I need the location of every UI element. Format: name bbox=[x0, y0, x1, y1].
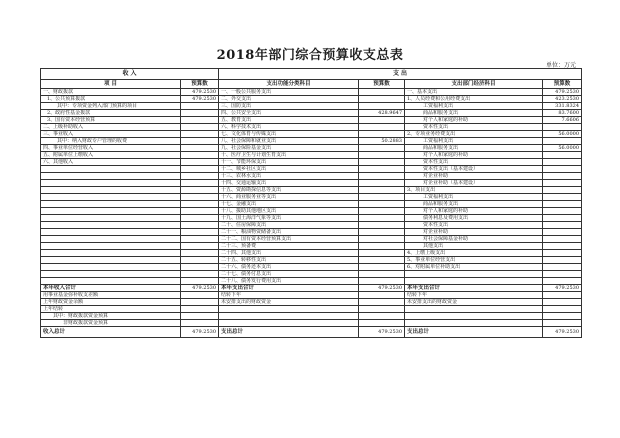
income-item-cell bbox=[41, 222, 181, 229]
econ-budget-cell bbox=[543, 173, 582, 180]
econ-item-cell bbox=[405, 278, 543, 285]
econ-item-cell: 商品和服务支出 bbox=[405, 201, 543, 208]
page-title: 2018年部门综合预算收支总表 bbox=[216, 48, 404, 63]
table-row bbox=[41, 152, 582, 159]
table-row bbox=[41, 215, 582, 222]
econ-item-cell: 一、基本支出 bbox=[405, 89, 543, 96]
income-header: 收 入 bbox=[41, 69, 219, 80]
income-item-cell: 用事业基金弥补收支差额 bbox=[41, 292, 181, 299]
table-row bbox=[41, 194, 582, 201]
func-budget-cell bbox=[359, 250, 405, 257]
func-item-cell: 十四、交通运输支出 bbox=[219, 180, 359, 187]
table-row bbox=[41, 320, 582, 327]
func-item-cell bbox=[219, 320, 359, 327]
econ-item-cell: 债务利息及费用支出 bbox=[405, 215, 543, 222]
table-row bbox=[41, 264, 582, 271]
income-item-cell bbox=[41, 187, 181, 194]
income-budget-cell bbox=[181, 236, 219, 243]
income-item-cell: 2、政府性基金拨款 bbox=[41, 110, 181, 117]
func-budget-cell bbox=[359, 271, 405, 278]
econ-item-cell: 资本性支出（基本建设） bbox=[405, 166, 543, 173]
func-item-cell bbox=[219, 306, 359, 313]
table-row bbox=[41, 187, 582, 194]
econ-budget-cell bbox=[543, 201, 582, 208]
econ-budget-cell bbox=[543, 313, 582, 320]
econ-budget-cell bbox=[543, 222, 582, 229]
income-item-cell: 三、事业收入 bbox=[41, 131, 181, 138]
income-budget-cell: 479.2530 bbox=[181, 89, 219, 96]
func-item-cell: 十三、农林水支出 bbox=[219, 173, 359, 180]
table-row bbox=[41, 117, 582, 124]
expense-total-value-2: 479.2530 bbox=[543, 285, 582, 292]
econ-budget-cell: 83.7600 bbox=[543, 110, 582, 117]
func-item-cell: 二十一、粮油物资储备支出 bbox=[219, 229, 359, 236]
header-row-main bbox=[41, 69, 582, 80]
econ-budget-cell bbox=[543, 229, 582, 236]
econ-item-cell: 5、事业单位经营支出 bbox=[405, 257, 543, 264]
col-budget-header-2: 预算数 bbox=[359, 80, 405, 89]
func-item-cell: 十七、金融支出 bbox=[219, 201, 359, 208]
income-budget-cell bbox=[181, 138, 219, 145]
func-item-cell: 四、公共安全支出 bbox=[219, 110, 359, 117]
func-budget-cell bbox=[359, 173, 405, 180]
econ-item-cell bbox=[405, 271, 543, 278]
func-item-cell: 二、外交支出 bbox=[219, 96, 359, 103]
expense-total-value: 479.2530 bbox=[359, 285, 405, 292]
income-item-cell: 二、上级补助收入 bbox=[41, 124, 181, 131]
econ-item-cell: 商品和服务支出 bbox=[405, 110, 543, 117]
income-budget-cell bbox=[181, 215, 219, 222]
econ-item-cell: 对企业补助 bbox=[405, 229, 543, 236]
func-item-cell: 十一、节能环保支出 bbox=[219, 159, 359, 166]
func-item-cell: 二十三、预备费 bbox=[219, 243, 359, 250]
econ-budget-cell bbox=[543, 236, 582, 243]
income-item-cell: 其中：财政拨款资金预算 bbox=[41, 313, 181, 320]
func-item-cell: 一、一般公共服务支出 bbox=[219, 89, 359, 96]
income-budget-cell bbox=[181, 194, 219, 201]
econ-item-cell: 工资福利支出 bbox=[405, 138, 543, 145]
func-budget-cell: 50.2883 bbox=[359, 138, 405, 145]
econ-item-cell: 结转下年 bbox=[405, 292, 543, 299]
func-budget-cell bbox=[359, 131, 405, 138]
expense-header: 支 出 bbox=[219, 69, 582, 80]
func-budget-cell bbox=[359, 145, 405, 152]
table-row bbox=[41, 201, 582, 208]
table-row bbox=[41, 159, 582, 166]
income-budget-cell bbox=[181, 264, 219, 271]
table-row bbox=[41, 243, 582, 250]
income-item-cell: 一、财政拨款 bbox=[41, 89, 181, 96]
econ-item-cell: 3、项目支出 bbox=[405, 187, 543, 194]
func-item-cell: 十、医疗卫生与计划生育支出 bbox=[219, 152, 359, 159]
func-budget-cell bbox=[359, 194, 405, 201]
income-budget-cell bbox=[181, 243, 219, 250]
income-budget-cell bbox=[181, 117, 219, 124]
econ-budget-cell bbox=[543, 194, 582, 201]
unit-label: 单位：万元 bbox=[545, 62, 576, 69]
econ-budget-cell bbox=[543, 257, 582, 264]
table-row bbox=[41, 257, 582, 264]
econ-item-cell: 对个人和家庭的补助 bbox=[405, 208, 543, 215]
func-item-cell: 九、社会保险基金支出 bbox=[219, 145, 359, 152]
func-item-cell: 未安排支出的财政资金 bbox=[219, 299, 359, 306]
table-row bbox=[41, 145, 582, 152]
header-row-sub bbox=[41, 80, 582, 89]
table-row bbox=[41, 138, 582, 145]
econ-budget-cell bbox=[543, 124, 582, 131]
table-row bbox=[41, 208, 582, 215]
econ-budget-cell bbox=[543, 306, 582, 313]
econ-item-cell: 对个人和家庭的补助 bbox=[405, 152, 543, 159]
income-budget-cell bbox=[181, 313, 219, 320]
income-budget-cell bbox=[181, 222, 219, 229]
income-budget-cell bbox=[181, 208, 219, 215]
expense-grand-value-2: 479.2530 bbox=[543, 327, 582, 338]
func-budget-cell bbox=[359, 89, 405, 96]
income-total-value: 479.2530 bbox=[181, 285, 219, 292]
econ-item-cell: 资本性支出 bbox=[405, 159, 543, 166]
econ-item-cell bbox=[405, 306, 543, 313]
expense-grand-label-2: 支出总计 bbox=[405, 327, 543, 338]
income-item-cell: 上年财政资金余额 bbox=[41, 299, 181, 306]
econ-item-cell: 对个人和家庭的补助 bbox=[405, 117, 543, 124]
table-row bbox=[41, 173, 582, 180]
econ-budget-cell bbox=[543, 250, 582, 257]
econ-budget-cell bbox=[543, 243, 582, 250]
income-budget-cell bbox=[181, 110, 219, 117]
econ-budget-cell bbox=[543, 152, 582, 159]
func-item-cell: 三、国防支出 bbox=[219, 103, 359, 110]
func-budget-cell bbox=[359, 103, 405, 110]
table-row bbox=[41, 236, 582, 243]
income-item-cell: 非财政拨款资金预算 bbox=[41, 320, 181, 327]
econ-budget-cell bbox=[543, 187, 582, 194]
func-budget-cell bbox=[359, 229, 405, 236]
func-budget-cell bbox=[359, 292, 405, 299]
table-row bbox=[41, 110, 582, 117]
econ-item-cell bbox=[405, 313, 543, 320]
econ-item-cell: 资本性支出 bbox=[405, 222, 543, 229]
income-item-cell: 1、公共预算拨款 bbox=[41, 96, 181, 103]
func-item-cell: 二十八、债务发行费用支出 bbox=[219, 278, 359, 285]
income-item-cell bbox=[41, 257, 181, 264]
income-item-cell bbox=[41, 201, 181, 208]
table-row bbox=[41, 278, 582, 285]
func-budget-cell bbox=[359, 187, 405, 194]
func-item-cell: 十九、国土海洋气象等支出 bbox=[219, 215, 359, 222]
table-row bbox=[41, 250, 582, 257]
col-budget-header-3: 预算数 bbox=[543, 80, 582, 89]
func-item-cell: 五、教育支出 bbox=[219, 117, 359, 124]
func-budget-cell bbox=[359, 152, 405, 159]
income-item-cell: 3、国有资本经营预算 bbox=[41, 117, 181, 124]
econ-item-cell: 对社会保障基金补助 bbox=[405, 236, 543, 243]
income-budget-cell bbox=[181, 145, 219, 152]
income-budget-cell bbox=[181, 320, 219, 327]
income-item-cell bbox=[41, 236, 181, 243]
econ-item-cell: 工资福利支出 bbox=[405, 194, 543, 201]
table-row bbox=[41, 89, 582, 96]
income-item-cell bbox=[41, 208, 181, 215]
col-func-header: 支出功能分类科目 bbox=[219, 80, 359, 89]
func-item-cell: 结转下年 bbox=[219, 292, 359, 299]
func-budget-cell bbox=[359, 257, 405, 264]
income-item-cell: 六、其他收入 bbox=[41, 159, 181, 166]
table-row bbox=[41, 96, 582, 103]
func-item-cell: 十二、城乡社区支出 bbox=[219, 166, 359, 173]
func-budget-cell bbox=[359, 236, 405, 243]
econ-item-cell: 2、专项业务经费支出 bbox=[405, 131, 543, 138]
income-budget-cell bbox=[181, 299, 219, 306]
econ-budget-cell bbox=[543, 215, 582, 222]
econ-budget-cell bbox=[543, 208, 582, 215]
func-budget-cell bbox=[359, 201, 405, 208]
econ-item-cell: 资本性支出 bbox=[405, 124, 543, 131]
col-econ-header: 支出部门经济科目 bbox=[405, 80, 543, 89]
econ-item-cell: 其他支出 bbox=[405, 243, 543, 250]
func-item-cell: 二十六、债务还本支出 bbox=[219, 264, 359, 271]
func-item-cell: 八、社会保障和就业支出 bbox=[219, 138, 359, 145]
income-budget-cell bbox=[181, 166, 219, 173]
econ-item-cell: 对企业补助 bbox=[405, 173, 543, 180]
income-budget-cell bbox=[181, 271, 219, 278]
income-item-cell bbox=[41, 229, 181, 236]
income-budget-cell bbox=[181, 131, 219, 138]
income-item-cell bbox=[41, 250, 181, 257]
income-budget-cell bbox=[181, 201, 219, 208]
table-row bbox=[41, 166, 582, 173]
grand-total-row bbox=[41, 327, 582, 338]
income-budget-cell bbox=[181, 152, 219, 159]
table-row bbox=[41, 222, 582, 229]
income-budget-cell bbox=[181, 124, 219, 131]
income-budget-cell bbox=[181, 173, 219, 180]
econ-item-cell: 1、人员经费和公用经费支出 bbox=[405, 96, 543, 103]
econ-item-cell: 商品和服务支出 bbox=[405, 145, 543, 152]
func-item-cell bbox=[219, 313, 359, 320]
table-row bbox=[41, 271, 582, 278]
econ-item-cell: 对企业补助（基本建设） bbox=[405, 180, 543, 187]
table-row bbox=[41, 103, 582, 110]
econ-budget-cell bbox=[543, 166, 582, 173]
income-budget-cell bbox=[181, 103, 219, 110]
func-item-cell: 十八、援助其他地区支出 bbox=[219, 208, 359, 215]
table-row bbox=[41, 229, 582, 236]
budget-table bbox=[40, 68, 582, 338]
func-budget-cell bbox=[359, 264, 405, 271]
func-item-cell: 十六、商业服务业等支出 bbox=[219, 194, 359, 201]
income-item-cell: 四、事业单位经营收入 bbox=[41, 145, 181, 152]
func-item-cell: 二十五、转移性支出 bbox=[219, 257, 359, 264]
table-row bbox=[41, 299, 582, 306]
func-budget-cell bbox=[359, 278, 405, 285]
income-budget-cell bbox=[181, 292, 219, 299]
econ-budget-cell: 56.0000 bbox=[543, 145, 582, 152]
income-item-cell: 上年结转 bbox=[41, 306, 181, 313]
income-grand-value: 479.2530 bbox=[181, 327, 219, 338]
col-budget-header: 预算数 bbox=[181, 80, 219, 89]
income-grand-label: 收入总计 bbox=[41, 327, 181, 338]
income-item-cell bbox=[41, 243, 181, 250]
func-budget-cell bbox=[359, 222, 405, 229]
table-row bbox=[41, 180, 582, 187]
econ-budget-cell: 479.2530 bbox=[543, 89, 582, 96]
income-item-cell: 五、附属单位上缴收入 bbox=[41, 152, 181, 159]
econ-budget-cell bbox=[543, 138, 582, 145]
func-budget-cell bbox=[359, 180, 405, 187]
func-budget-cell bbox=[359, 320, 405, 327]
func-item-cell: 七、文化体育与传媒支出 bbox=[219, 131, 359, 138]
func-item-cell: 十五、资源勘探信息等支出 bbox=[219, 187, 359, 194]
income-item-cell bbox=[41, 215, 181, 222]
func-item-cell: 二十七、债务付息支出 bbox=[219, 271, 359, 278]
income-total-label: 本年收入合计 bbox=[41, 285, 181, 292]
func-item-cell: 二十二、国有资本经营预算支出 bbox=[219, 236, 359, 243]
econ-budget-cell: 56.0000 bbox=[543, 131, 582, 138]
func-budget-cell bbox=[359, 96, 405, 103]
econ-item-cell bbox=[405, 320, 543, 327]
table-row bbox=[41, 131, 582, 138]
expense-grand-value: 479.2530 bbox=[359, 327, 405, 338]
income-budget-cell bbox=[181, 229, 219, 236]
income-item-cell: 其中：纳入财政专户管理的收费 bbox=[41, 138, 181, 145]
econ-budget-cell: 7.6606 bbox=[543, 117, 582, 124]
econ-item-cell: 4、上缴上级支出 bbox=[405, 250, 543, 257]
func-item-cell: 六、科学技术支出 bbox=[219, 124, 359, 131]
econ-budget-cell bbox=[543, 320, 582, 327]
income-budget-cell bbox=[181, 159, 219, 166]
income-item-cell bbox=[41, 173, 181, 180]
econ-item-cell: 6、对附属单位补助支出 bbox=[405, 264, 543, 271]
func-budget-cell bbox=[359, 243, 405, 250]
econ-budget-cell bbox=[543, 278, 582, 285]
econ-budget-cell: 331.8324 bbox=[543, 103, 582, 110]
income-item-cell: 其中：专项资金列入部门预算的项目 bbox=[41, 103, 181, 110]
col-item-header: 项 目 bbox=[41, 80, 181, 89]
table-row bbox=[41, 124, 582, 131]
econ-item-cell: 未安排支出的财政资金 bbox=[405, 299, 543, 306]
econ-budget-cell: 423.2530 bbox=[543, 96, 582, 103]
func-item-cell: 二十、住房保障支出 bbox=[219, 222, 359, 229]
table-row bbox=[41, 306, 582, 313]
func-budget-cell bbox=[359, 313, 405, 320]
income-budget-cell bbox=[181, 278, 219, 285]
totals-row bbox=[41, 285, 582, 292]
income-item-cell bbox=[41, 194, 181, 201]
table-row bbox=[41, 313, 582, 320]
income-item-cell bbox=[41, 264, 181, 271]
income-budget-cell bbox=[181, 257, 219, 264]
econ-budget-cell bbox=[543, 264, 582, 271]
income-budget-cell bbox=[181, 306, 219, 313]
func-budget-cell: 428.9647 bbox=[359, 110, 405, 117]
expense-total-label: 本年支出合计 bbox=[219, 285, 359, 292]
table-row bbox=[41, 292, 582, 299]
func-budget-cell bbox=[359, 299, 405, 306]
econ-budget-cell bbox=[543, 159, 582, 166]
func-budget-cell bbox=[359, 124, 405, 131]
income-item-cell bbox=[41, 278, 181, 285]
econ-item-cell: 工资福利支出 bbox=[405, 103, 543, 110]
income-item-cell bbox=[41, 180, 181, 187]
func-budget-cell bbox=[359, 166, 405, 173]
func-budget-cell bbox=[359, 117, 405, 124]
income-budget-cell: 479.2530 bbox=[181, 96, 219, 103]
income-item-cell bbox=[41, 166, 181, 173]
income-budget-cell bbox=[181, 180, 219, 187]
econ-budget-cell bbox=[543, 299, 582, 306]
expense-grand-label: 支出总计 bbox=[219, 327, 359, 338]
econ-budget-cell bbox=[543, 292, 582, 299]
expense-total-label-2: 本年支出合计 bbox=[405, 285, 543, 292]
func-budget-cell bbox=[359, 215, 405, 222]
econ-budget-cell bbox=[543, 271, 582, 278]
income-item-cell bbox=[41, 271, 181, 278]
func-budget-cell bbox=[359, 306, 405, 313]
income-budget-cell bbox=[181, 250, 219, 257]
func-budget-cell bbox=[359, 159, 405, 166]
income-budget-cell bbox=[181, 187, 219, 194]
func-item-cell: 二十四、其他支出 bbox=[219, 250, 359, 257]
econ-budget-cell bbox=[543, 180, 582, 187]
func-budget-cell bbox=[359, 208, 405, 215]
